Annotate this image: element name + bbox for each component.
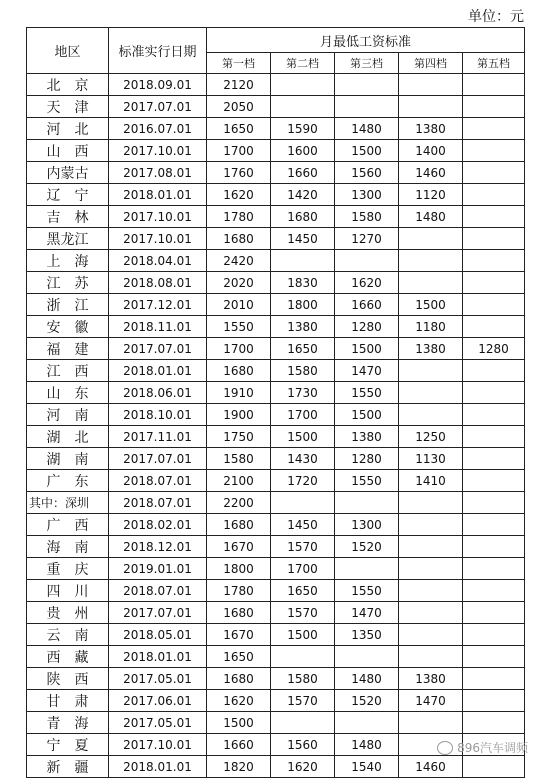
tier-3-cell: 1280 bbox=[335, 448, 399, 470]
region-cell: 山东 bbox=[27, 382, 109, 404]
tier-1-cell: 1650 bbox=[207, 646, 271, 668]
tier-2-cell: 1580 bbox=[271, 668, 335, 690]
region-cell: 四川 bbox=[27, 580, 109, 602]
tier-1-cell: 2010 bbox=[207, 294, 271, 316]
region-cell: 河北 bbox=[27, 118, 109, 140]
date-cell: 2018.08.01 bbox=[109, 272, 207, 294]
tier-5-cell bbox=[463, 96, 525, 118]
tier-3-cell bbox=[335, 712, 399, 734]
tier-3-cell: 1470 bbox=[335, 360, 399, 382]
table-row bbox=[27, 624, 525, 646]
tier-3-cell: 1300 bbox=[335, 184, 399, 206]
date-cell: 2018.02.01 bbox=[109, 514, 207, 536]
header-tier-4: 第四档 bbox=[399, 53, 463, 74]
tier-3-cell: 1550 bbox=[335, 382, 399, 404]
tier-4-cell: 1400 bbox=[399, 140, 463, 162]
tier-3-cell: 1380 bbox=[335, 426, 399, 448]
table-row bbox=[27, 690, 525, 712]
region-cell: 广东 bbox=[27, 470, 109, 492]
table-row bbox=[27, 74, 525, 96]
date-cell: 2017.08.01 bbox=[109, 162, 207, 184]
tier-2-cell: 1580 bbox=[271, 360, 335, 382]
tier-2-cell: 1380 bbox=[271, 316, 335, 338]
date-cell: 2019.01.01 bbox=[109, 558, 207, 580]
tier-2-cell: 1450 bbox=[271, 514, 335, 536]
tier-3-cell bbox=[335, 558, 399, 580]
tier-5-cell bbox=[463, 448, 525, 470]
tier-2-cell: 1500 bbox=[271, 426, 335, 448]
tier-1-cell: 1670 bbox=[207, 624, 271, 646]
table-row bbox=[27, 96, 525, 118]
tier-5-cell bbox=[463, 184, 525, 206]
tier-1-cell: 2100 bbox=[207, 470, 271, 492]
tier-3-cell bbox=[335, 492, 399, 514]
table-row bbox=[27, 140, 525, 162]
table-row bbox=[27, 668, 525, 690]
tier-2-cell: 1800 bbox=[271, 294, 335, 316]
tier-3-cell: 1560 bbox=[335, 162, 399, 184]
tier-5-cell bbox=[463, 272, 525, 294]
tier-5-cell bbox=[463, 404, 525, 426]
tier-4-cell bbox=[399, 250, 463, 272]
date-cell: 2017.06.01 bbox=[109, 690, 207, 712]
tier-3-cell: 1270 bbox=[335, 228, 399, 250]
tier-3-cell: 1550 bbox=[335, 470, 399, 492]
tier-3-cell: 1300 bbox=[335, 514, 399, 536]
region-cell: 重庆 bbox=[27, 558, 109, 580]
tier-2-cell: 1700 bbox=[271, 558, 335, 580]
tier-2-cell bbox=[271, 712, 335, 734]
tier-2-cell: 1420 bbox=[271, 184, 335, 206]
table-row bbox=[27, 250, 525, 272]
region-cell: 北京 bbox=[27, 74, 109, 96]
region-cell: 吉林 bbox=[27, 206, 109, 228]
region-cell: 陕西 bbox=[27, 668, 109, 690]
tier-5-cell bbox=[463, 162, 525, 184]
tier-3-cell bbox=[335, 250, 399, 272]
tier-5-cell bbox=[463, 140, 525, 162]
tier-1-cell: 1580 bbox=[207, 448, 271, 470]
region-cell: 新疆 bbox=[27, 756, 109, 778]
tier-1-cell: 1700 bbox=[207, 140, 271, 162]
date-cell: 2018.01.01 bbox=[109, 756, 207, 778]
tier-2-cell: 1450 bbox=[271, 228, 335, 250]
tier-2-cell: 1700 bbox=[271, 404, 335, 426]
table-row bbox=[27, 602, 525, 624]
tier-5-cell bbox=[463, 756, 525, 778]
region-cell: 湖北 bbox=[27, 426, 109, 448]
tier-4-cell: 1250 bbox=[399, 426, 463, 448]
tier-1-cell: 1660 bbox=[207, 734, 271, 756]
tier-3-cell: 1500 bbox=[335, 338, 399, 360]
tier-4-cell bbox=[399, 382, 463, 404]
tier-1-cell: 1670 bbox=[207, 536, 271, 558]
date-cell: 2017.05.01 bbox=[109, 668, 207, 690]
tier-5-cell bbox=[463, 492, 525, 514]
region-cell: 云南 bbox=[27, 624, 109, 646]
tier-3-cell: 1470 bbox=[335, 602, 399, 624]
region-cell: 河南 bbox=[27, 404, 109, 426]
tier-2-cell: 1730 bbox=[271, 382, 335, 404]
header-region: 地区 bbox=[27, 28, 109, 74]
date-cell: 2018.09.01 bbox=[109, 74, 207, 96]
tier-2-cell: 1560 bbox=[271, 734, 335, 756]
tier-4-cell bbox=[399, 580, 463, 602]
tier-1-cell: 1680 bbox=[207, 228, 271, 250]
tier-1-cell: 2050 bbox=[207, 96, 271, 118]
date-cell: 2017.07.01 bbox=[109, 96, 207, 118]
region-cell: 海南 bbox=[27, 536, 109, 558]
tier-1-cell: 2120 bbox=[207, 74, 271, 96]
date-cell: 2017.10.01 bbox=[109, 228, 207, 250]
region-cell: 广西 bbox=[27, 514, 109, 536]
tier-4-cell bbox=[399, 646, 463, 668]
date-cell: 2016.07.01 bbox=[109, 118, 207, 140]
unit-label: 单位：元 bbox=[468, 9, 524, 25]
tier-3-cell: 1480 bbox=[335, 734, 399, 756]
tier-2-cell bbox=[271, 96, 335, 118]
tier-1-cell: 2200 bbox=[207, 492, 271, 514]
tier-4-cell bbox=[399, 514, 463, 536]
tier-5-cell bbox=[463, 360, 525, 382]
region-cell: 贵州 bbox=[27, 602, 109, 624]
tier-5-cell bbox=[463, 668, 525, 690]
tier-2-cell: 1620 bbox=[271, 756, 335, 778]
table-row bbox=[27, 162, 525, 184]
date-cell: 2018.11.01 bbox=[109, 316, 207, 338]
table-row bbox=[27, 514, 525, 536]
table-row bbox=[27, 316, 525, 338]
table-row bbox=[27, 272, 525, 294]
tier-2-cell bbox=[271, 74, 335, 96]
tier-5-cell bbox=[463, 74, 525, 96]
tier-4-cell bbox=[399, 228, 463, 250]
tier-4-cell: 1130 bbox=[399, 448, 463, 470]
table-row bbox=[27, 228, 525, 250]
date-cell: 2018.05.01 bbox=[109, 624, 207, 646]
table-row bbox=[27, 492, 525, 514]
tier-2-cell bbox=[271, 492, 335, 514]
tier-4-cell: 1380 bbox=[399, 118, 463, 140]
date-cell: 2018.07.01 bbox=[109, 580, 207, 602]
tier-5-cell: 1280 bbox=[463, 338, 525, 360]
table-row bbox=[27, 360, 525, 382]
date-cell: 2018.04.01 bbox=[109, 250, 207, 272]
date-cell: 2018.01.01 bbox=[109, 184, 207, 206]
tier-4-cell bbox=[399, 272, 463, 294]
region-cell: 安徽 bbox=[27, 316, 109, 338]
region-cell: 青海 bbox=[27, 712, 109, 734]
tier-3-cell bbox=[335, 96, 399, 118]
table-row bbox=[27, 338, 525, 360]
watermark bbox=[437, 739, 528, 756]
date-cell: 2017.11.01 bbox=[109, 426, 207, 448]
header-date: 标准实行日期 bbox=[109, 28, 207, 74]
date-cell: 2018.01.01 bbox=[109, 646, 207, 668]
tier-3-cell: 1550 bbox=[335, 580, 399, 602]
table-row bbox=[27, 580, 525, 602]
tier-1-cell: 1700 bbox=[207, 338, 271, 360]
tier-1-cell: 1650 bbox=[207, 118, 271, 140]
tier-5-cell bbox=[463, 294, 525, 316]
tier-3-cell: 1660 bbox=[335, 294, 399, 316]
tier-3-cell: 1540 bbox=[335, 756, 399, 778]
tier-4-cell bbox=[399, 624, 463, 646]
region-cell: 上海 bbox=[27, 250, 109, 272]
tier-4-cell bbox=[399, 602, 463, 624]
tier-1-cell: 1620 bbox=[207, 184, 271, 206]
region-cell: 西藏 bbox=[27, 646, 109, 668]
table-row bbox=[27, 118, 525, 140]
tier-3-cell: 1620 bbox=[335, 272, 399, 294]
tier-3-cell: 1580 bbox=[335, 206, 399, 228]
tier-1-cell: 1680 bbox=[207, 360, 271, 382]
tier-4-cell bbox=[399, 558, 463, 580]
tier-1-cell: 1820 bbox=[207, 756, 271, 778]
table-row bbox=[27, 558, 525, 580]
tier-5-cell bbox=[463, 690, 525, 712]
tier-4-cell: 1380 bbox=[399, 668, 463, 690]
tier-2-cell: 1570 bbox=[271, 536, 335, 558]
region-cell: 江西 bbox=[27, 360, 109, 382]
table-row bbox=[27, 756, 525, 778]
date-cell: 2018.12.01 bbox=[109, 536, 207, 558]
tier-2-cell: 1660 bbox=[271, 162, 335, 184]
region-cell: 黑龙江 bbox=[27, 228, 109, 250]
tier-3-cell: 1500 bbox=[335, 140, 399, 162]
tier-4-cell bbox=[399, 96, 463, 118]
tier-2-cell: 1500 bbox=[271, 624, 335, 646]
tier-5-cell bbox=[463, 118, 525, 140]
header-tier-5: 第五档 bbox=[463, 53, 525, 74]
region-cell: 辽宁 bbox=[27, 184, 109, 206]
tier-5-cell bbox=[463, 580, 525, 602]
minimum-wage-table bbox=[26, 27, 525, 778]
tier-4-cell bbox=[399, 492, 463, 514]
tier-2-cell: 1680 bbox=[271, 206, 335, 228]
tier-4-cell: 1120 bbox=[399, 184, 463, 206]
tier-4-cell: 1460 bbox=[399, 756, 463, 778]
region-cell: 宁夏 bbox=[27, 734, 109, 756]
tier-2-cell: 1650 bbox=[271, 338, 335, 360]
table-row bbox=[27, 426, 525, 448]
tier-4-cell: 1180 bbox=[399, 316, 463, 338]
tier-4-cell bbox=[399, 360, 463, 382]
date-cell: 2017.05.01 bbox=[109, 712, 207, 734]
tier-4-cell bbox=[399, 404, 463, 426]
tier-3-cell bbox=[335, 74, 399, 96]
tier-5-cell bbox=[463, 646, 525, 668]
watermark-text: 896汽车调频 bbox=[457, 741, 528, 755]
date-cell: 2017.10.01 bbox=[109, 734, 207, 756]
tier-4-cell: 1410 bbox=[399, 470, 463, 492]
tier-5-cell bbox=[463, 206, 525, 228]
tier-1-cell: 2020 bbox=[207, 272, 271, 294]
tier-5-cell bbox=[463, 250, 525, 272]
date-cell: 2018.10.01 bbox=[109, 404, 207, 426]
tier-3-cell: 1500 bbox=[335, 404, 399, 426]
date-cell: 2018.07.01 bbox=[109, 470, 207, 492]
tier-1-cell: 1910 bbox=[207, 382, 271, 404]
tier-5-cell bbox=[463, 426, 525, 448]
region-cell: 湖南 bbox=[27, 448, 109, 470]
region-cell: 福建 bbox=[27, 338, 109, 360]
date-cell: 2018.01.01 bbox=[109, 360, 207, 382]
tier-3-cell: 1520 bbox=[335, 536, 399, 558]
tier-5-cell bbox=[463, 470, 525, 492]
tier-3-cell: 1280 bbox=[335, 316, 399, 338]
tier-4-cell: 1500 bbox=[399, 294, 463, 316]
date-cell: 2017.07.01 bbox=[109, 602, 207, 624]
tier-1-cell: 1500 bbox=[207, 712, 271, 734]
tier-1-cell: 1550 bbox=[207, 316, 271, 338]
tier-1-cell: 1680 bbox=[207, 668, 271, 690]
tier-2-cell: 1600 bbox=[271, 140, 335, 162]
table-row bbox=[27, 470, 525, 492]
tier-4-cell: 1460 bbox=[399, 162, 463, 184]
tier-1-cell: 1800 bbox=[207, 558, 271, 580]
table-row bbox=[27, 206, 525, 228]
date-cell: 2017.10.01 bbox=[109, 206, 207, 228]
tier-1-cell: 2420 bbox=[207, 250, 271, 272]
tier-1-cell: 1680 bbox=[207, 602, 271, 624]
tier-2-cell: 1830 bbox=[271, 272, 335, 294]
region-cell: 江苏 bbox=[27, 272, 109, 294]
tier-5-cell bbox=[463, 712, 525, 734]
date-cell: 2017.12.01 bbox=[109, 294, 207, 316]
tier-1-cell: 1900 bbox=[207, 404, 271, 426]
date-cell: 2017.07.01 bbox=[109, 448, 207, 470]
header-tier-2: 第二档 bbox=[271, 53, 335, 74]
tier-1-cell: 1780 bbox=[207, 580, 271, 602]
tier-1-cell: 1620 bbox=[207, 690, 271, 712]
tier-4-cell bbox=[399, 536, 463, 558]
table-body bbox=[27, 74, 525, 778]
tier-4-cell bbox=[399, 74, 463, 96]
tier-2-cell: 1570 bbox=[271, 602, 335, 624]
table-row bbox=[27, 184, 525, 206]
region-cell: 山西 bbox=[27, 140, 109, 162]
tier-3-cell: 1480 bbox=[335, 118, 399, 140]
tier-2-cell bbox=[271, 250, 335, 272]
tier-3-cell bbox=[335, 646, 399, 668]
tier-5-cell bbox=[463, 228, 525, 250]
date-cell: 2017.10.01 bbox=[109, 140, 207, 162]
region-cell: 甘肃 bbox=[27, 690, 109, 712]
tier-1-cell: 1680 bbox=[207, 514, 271, 536]
region-cell: 天津 bbox=[27, 96, 109, 118]
tier-3-cell: 1520 bbox=[335, 690, 399, 712]
wechat-logo-icon bbox=[437, 741, 453, 755]
date-cell: 2018.06.01 bbox=[109, 382, 207, 404]
date-cell: 2017.07.01 bbox=[109, 338, 207, 360]
table-row bbox=[27, 646, 525, 668]
tier-2-cell: 1720 bbox=[271, 470, 335, 492]
tier-1-cell: 1780 bbox=[207, 206, 271, 228]
table-row bbox=[27, 448, 525, 470]
region-cell: 浙江 bbox=[27, 294, 109, 316]
tier-3-cell: 1480 bbox=[335, 668, 399, 690]
tier-4-cell: 1480 bbox=[399, 206, 463, 228]
tier-1-cell: 1760 bbox=[207, 162, 271, 184]
table-row bbox=[27, 712, 525, 734]
tier-2-cell: 1650 bbox=[271, 580, 335, 602]
tier-5-cell bbox=[463, 514, 525, 536]
tier-5-cell bbox=[463, 602, 525, 624]
header-tier-1: 第一档 bbox=[207, 53, 271, 74]
table-row bbox=[27, 536, 525, 558]
region-cell: 内蒙古 bbox=[27, 162, 109, 184]
tier-5-cell bbox=[463, 536, 525, 558]
region-cell: 其中：深圳 bbox=[27, 492, 109, 514]
tier-2-cell: 1570 bbox=[271, 690, 335, 712]
tier-5-cell bbox=[463, 382, 525, 404]
tier-2-cell: 1590 bbox=[271, 118, 335, 140]
tier-5-cell bbox=[463, 558, 525, 580]
tier-4-cell bbox=[399, 712, 463, 734]
tier-5-cell bbox=[463, 316, 525, 338]
tier-4-cell: 1380 bbox=[399, 338, 463, 360]
table-row bbox=[27, 404, 525, 426]
tier-2-cell bbox=[271, 646, 335, 668]
tier-2-cell: 1430 bbox=[271, 448, 335, 470]
tier-4-cell: 1470 bbox=[399, 690, 463, 712]
date-cell: 2018.07.01 bbox=[109, 492, 207, 514]
tier-1-cell: 1750 bbox=[207, 426, 271, 448]
table-row bbox=[27, 382, 525, 404]
header-wage-group: 月最低工资标准 bbox=[207, 28, 525, 53]
header-tier-3: 第三档 bbox=[335, 53, 399, 74]
tier-3-cell: 1350 bbox=[335, 624, 399, 646]
tier-5-cell bbox=[463, 624, 525, 646]
table-row bbox=[27, 294, 525, 316]
